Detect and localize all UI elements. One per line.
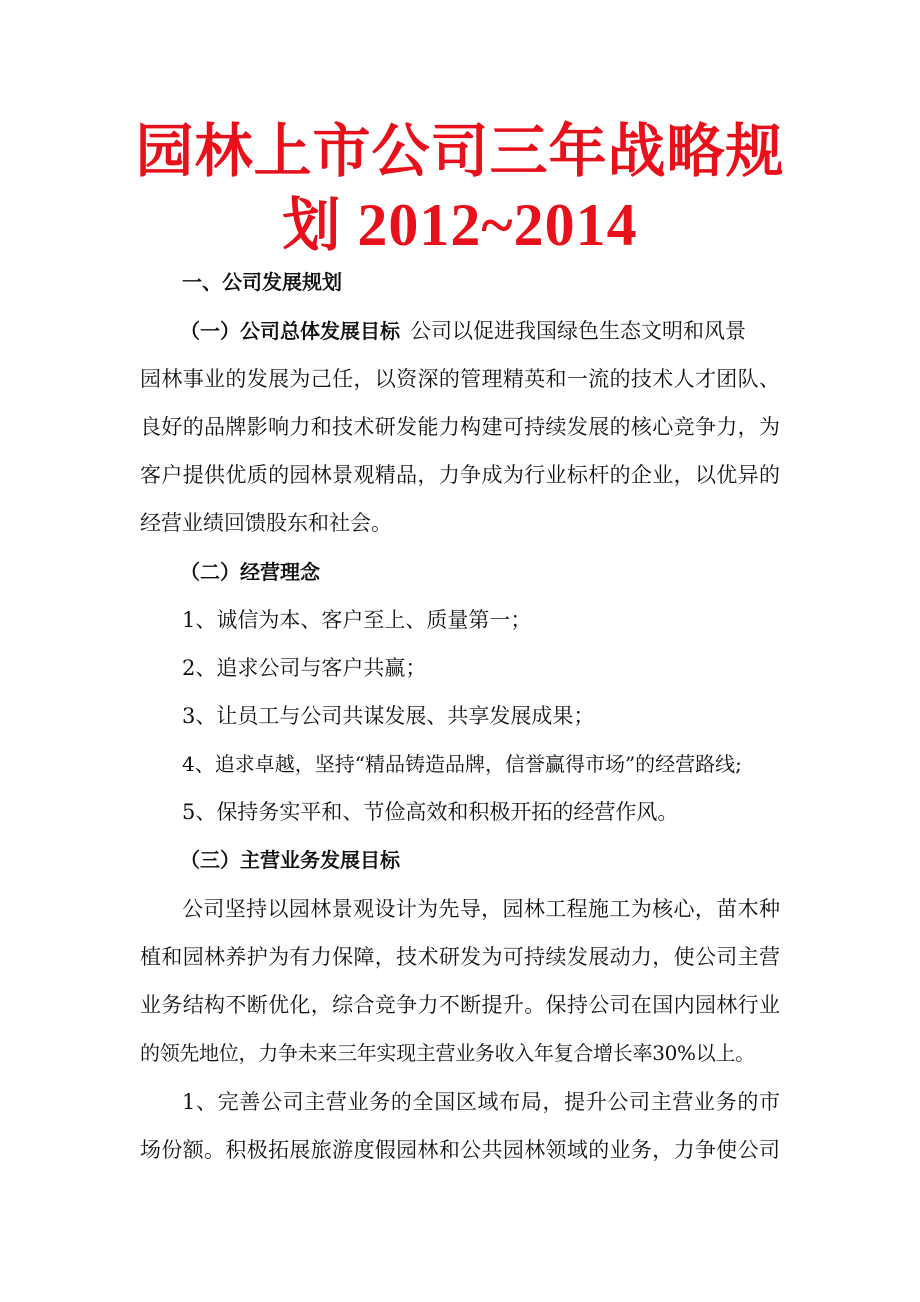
main-business-text-line: 业务结构不断优化，综合竞争力不断提升。保持公司在国内园林行业 — [140, 993, 780, 1017]
main-business-text-line: 植和园林养护为有力保障，技术研发为可持续发展动力，使公司主营 — [140, 945, 780, 969]
sub-heading-main-business-goal: （三）主营业务发展目标 — [180, 848, 400, 872]
sub-heading-overall-goal-line — [180, 317, 820, 345]
principle-item: 5、保持务实平和、节俭高效和积极开拓的经营作风。 — [182, 800, 679, 824]
main-business-text-line: 公司坚持以园林景观设计为先导，园林工程施工为核心，苗木种 — [182, 897, 780, 921]
overall-goal-text-line: 良好的品牌影响力和技术研发能力构建可持续发展的核心竞争力，为 — [140, 415, 780, 439]
sub-heading-overall-goal: （一）公司总体发展目标 — [180, 319, 400, 343]
sub-heading-business-philosophy: （二）经营理念 — [180, 560, 320, 584]
principle-item: 3、让员工与公司共谋发展、共享发展成果； — [182, 704, 595, 728]
goal-1-text-line: 场份额。积极拓展旅游度假园林和公共园林领域的业务，力争使公司 — [140, 1138, 780, 1162]
principle-item: 1、诚信为本、客户至上、质量第一； — [182, 608, 532, 632]
principle-item: 2、追求公司与客户共赢； — [182, 656, 427, 680]
document-title-line-1: 园林上市公司三年战略规 — [135, 117, 785, 185]
main-business-text-line: 的领先地位，力争未来三年实现主营业务收入年复合增长率30%以上。 — [140, 1041, 755, 1065]
goal-1-text-line: 1、完善公司主营业务的全国区域布局，提升公司主营业务的市 — [182, 1090, 780, 1114]
document-title-line-2 — [90, 190, 830, 260]
principle-item: 4、追求卓越，坚持“精品铸造品牌，信誉赢得市场”的经营路线; — [182, 752, 742, 776]
section-heading-development-plan: 一、公司发展规划 — [182, 270, 342, 294]
overall-goal-text-line: 客户提供优质的园林景观精品，力争成为行业标杆的企业，以优异的 — [140, 463, 780, 487]
overall-goal-text-start: 公司以促进我国绿色生态文明和风景 — [410, 319, 746, 343]
overall-goal-text-line: 园林事业的发展为己任，以资深的管理精英和一流的技术人才团队、 — [140, 367, 780, 391]
overall-goal-text-line: 经营业绩回馈股东和社会。 — [140, 511, 392, 535]
title-line-2-prefix: 划 — [282, 191, 342, 259]
title-line-2-years: 2012~2014 — [341, 192, 638, 258]
